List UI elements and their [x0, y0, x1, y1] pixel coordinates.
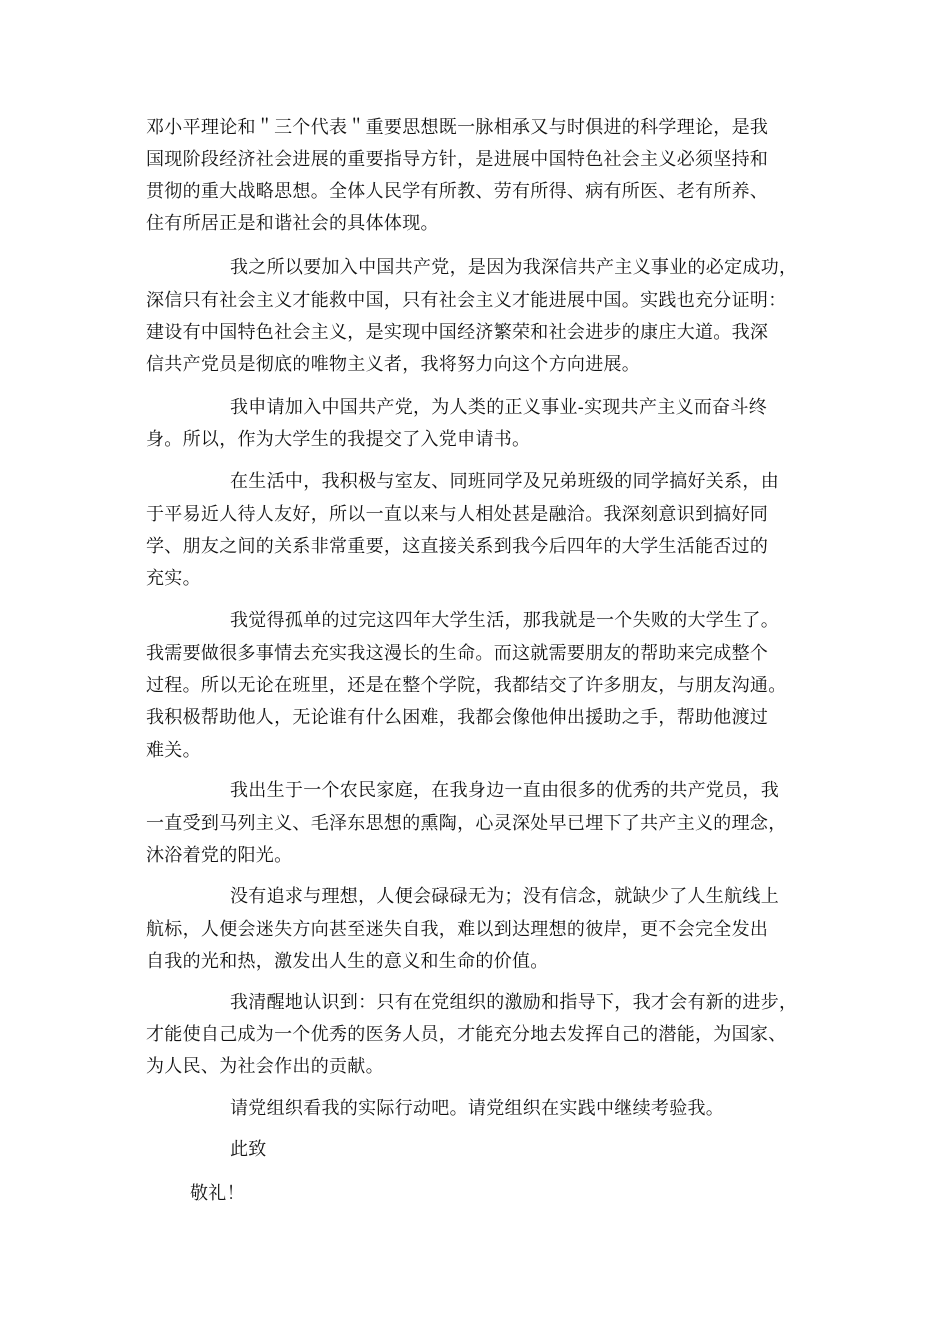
paragraph-line: 贯彻的重大战略思想。全体人民学有所教、劳有所得、病有所医、老有所养、	[146, 181, 769, 202]
paragraph-line: 身。所以，作为大学生的我提交了入党申请书。	[146, 429, 531, 450]
paragraph-line: 充实。	[146, 568, 201, 589]
paragraph-line: 我觉得孤单的过完这四年大学生活，那我就是一个失败的大学生了。	[230, 610, 779, 631]
paragraph-line: 沐浴着党的阳光。	[146, 845, 293, 866]
paragraph-line: 邓小平理论和＂三个代表＂重要思想既一脉相承又与时俱进的科学理论，是我	[146, 117, 769, 138]
paragraph-line: 学、朋友之间的关系非常重要，这直接关系到我今后四年的大学生活能否过的	[146, 536, 769, 557]
paragraph-line: 请党组织看我的实际行动吧。请党组织在实践中继续考验我。	[230, 1098, 725, 1119]
closing-salutation: 此致	[230, 1139, 267, 1160]
paragraph-line: 深信只有社会主义才能救中国，只有社会主义才能进展中国。实践也充分证明：	[146, 290, 787, 311]
paragraph-line: 我清醒地认识到：只有在党组织的激励和指导下，我才会有新的进步，	[230, 992, 798, 1013]
paragraph-line: 我申请加入中国共产党，为人类的正义事业-实现共产主义而奋斗终	[230, 397, 768, 418]
paragraph-line: 难关。	[146, 740, 201, 761]
paragraph-line: 于平易近人待人友好，所以一直以来与人相处甚是融洽。我深刻意识到搞好同	[146, 504, 769, 525]
paragraph-line: 航标，人便会迷失方向甚至迷失自我，难以到达理想的彼岸，更不会完全发出	[146, 919, 769, 940]
paragraph-line: 一直受到马列主义、毛泽东思想的熏陶，心灵深处早已埋下了共产主义的理念，	[146, 813, 787, 834]
paragraph-line: 住有所居正是和谐社会的具体体现。	[146, 213, 439, 234]
paragraph-line: 我积极帮助他人，无论谁有什么困难，我都会像他伸出援助之手，帮助他渡过	[146, 707, 769, 728]
paragraph-line: 我出生于一个农民家庭，在我身边一直由很多的优秀的共产党员，我	[230, 780, 779, 801]
paragraph-line: 国现阶段经济社会进展的重要指导方针，是进展中国特色社会主义必须坚持和	[146, 149, 769, 170]
paragraph-line: 没有追求与理想，人便会碌碌无为；没有信念，就缺少了人生航线上	[230, 886, 779, 907]
paragraph-line: 在生活中，我积极与室友、同班同学及兄弟班级的同学搞好关系，由	[230, 471, 779, 492]
paragraph-line: 我之所以要加入中国共产党，是因为我深信共产主义事业的必定成功，	[230, 257, 798, 278]
paragraph-line: 为人民、为社会作出的贡献。	[146, 1056, 384, 1077]
paragraph-line: 才能使自己成为一个优秀的医务人员，才能充分地去发挥自己的潜能，为国家、	[146, 1024, 787, 1045]
paragraph-line: 自我的光和热，激发出人生的意义和生命的价值。	[146, 951, 549, 972]
closing-regards: 敬礼！	[190, 1183, 245, 1204]
paragraph-line: 过程。所以无论在班里，还是在整个学院，我都结交了许多朋友，与朋友沟通。	[146, 675, 787, 696]
paragraph-line: 建设有中国特色社会主义，是实现中国经济繁荣和社会进步的康庄大道。我深	[146, 322, 769, 343]
paragraph-line: 我需要做很多事情去充实我这漫长的生命。而这就需要朋友的帮助来完成整个	[146, 643, 769, 664]
paragraph-line: 信共产党员是彻底的唯物主义者，我将努力向这个方向进展。	[146, 354, 641, 375]
